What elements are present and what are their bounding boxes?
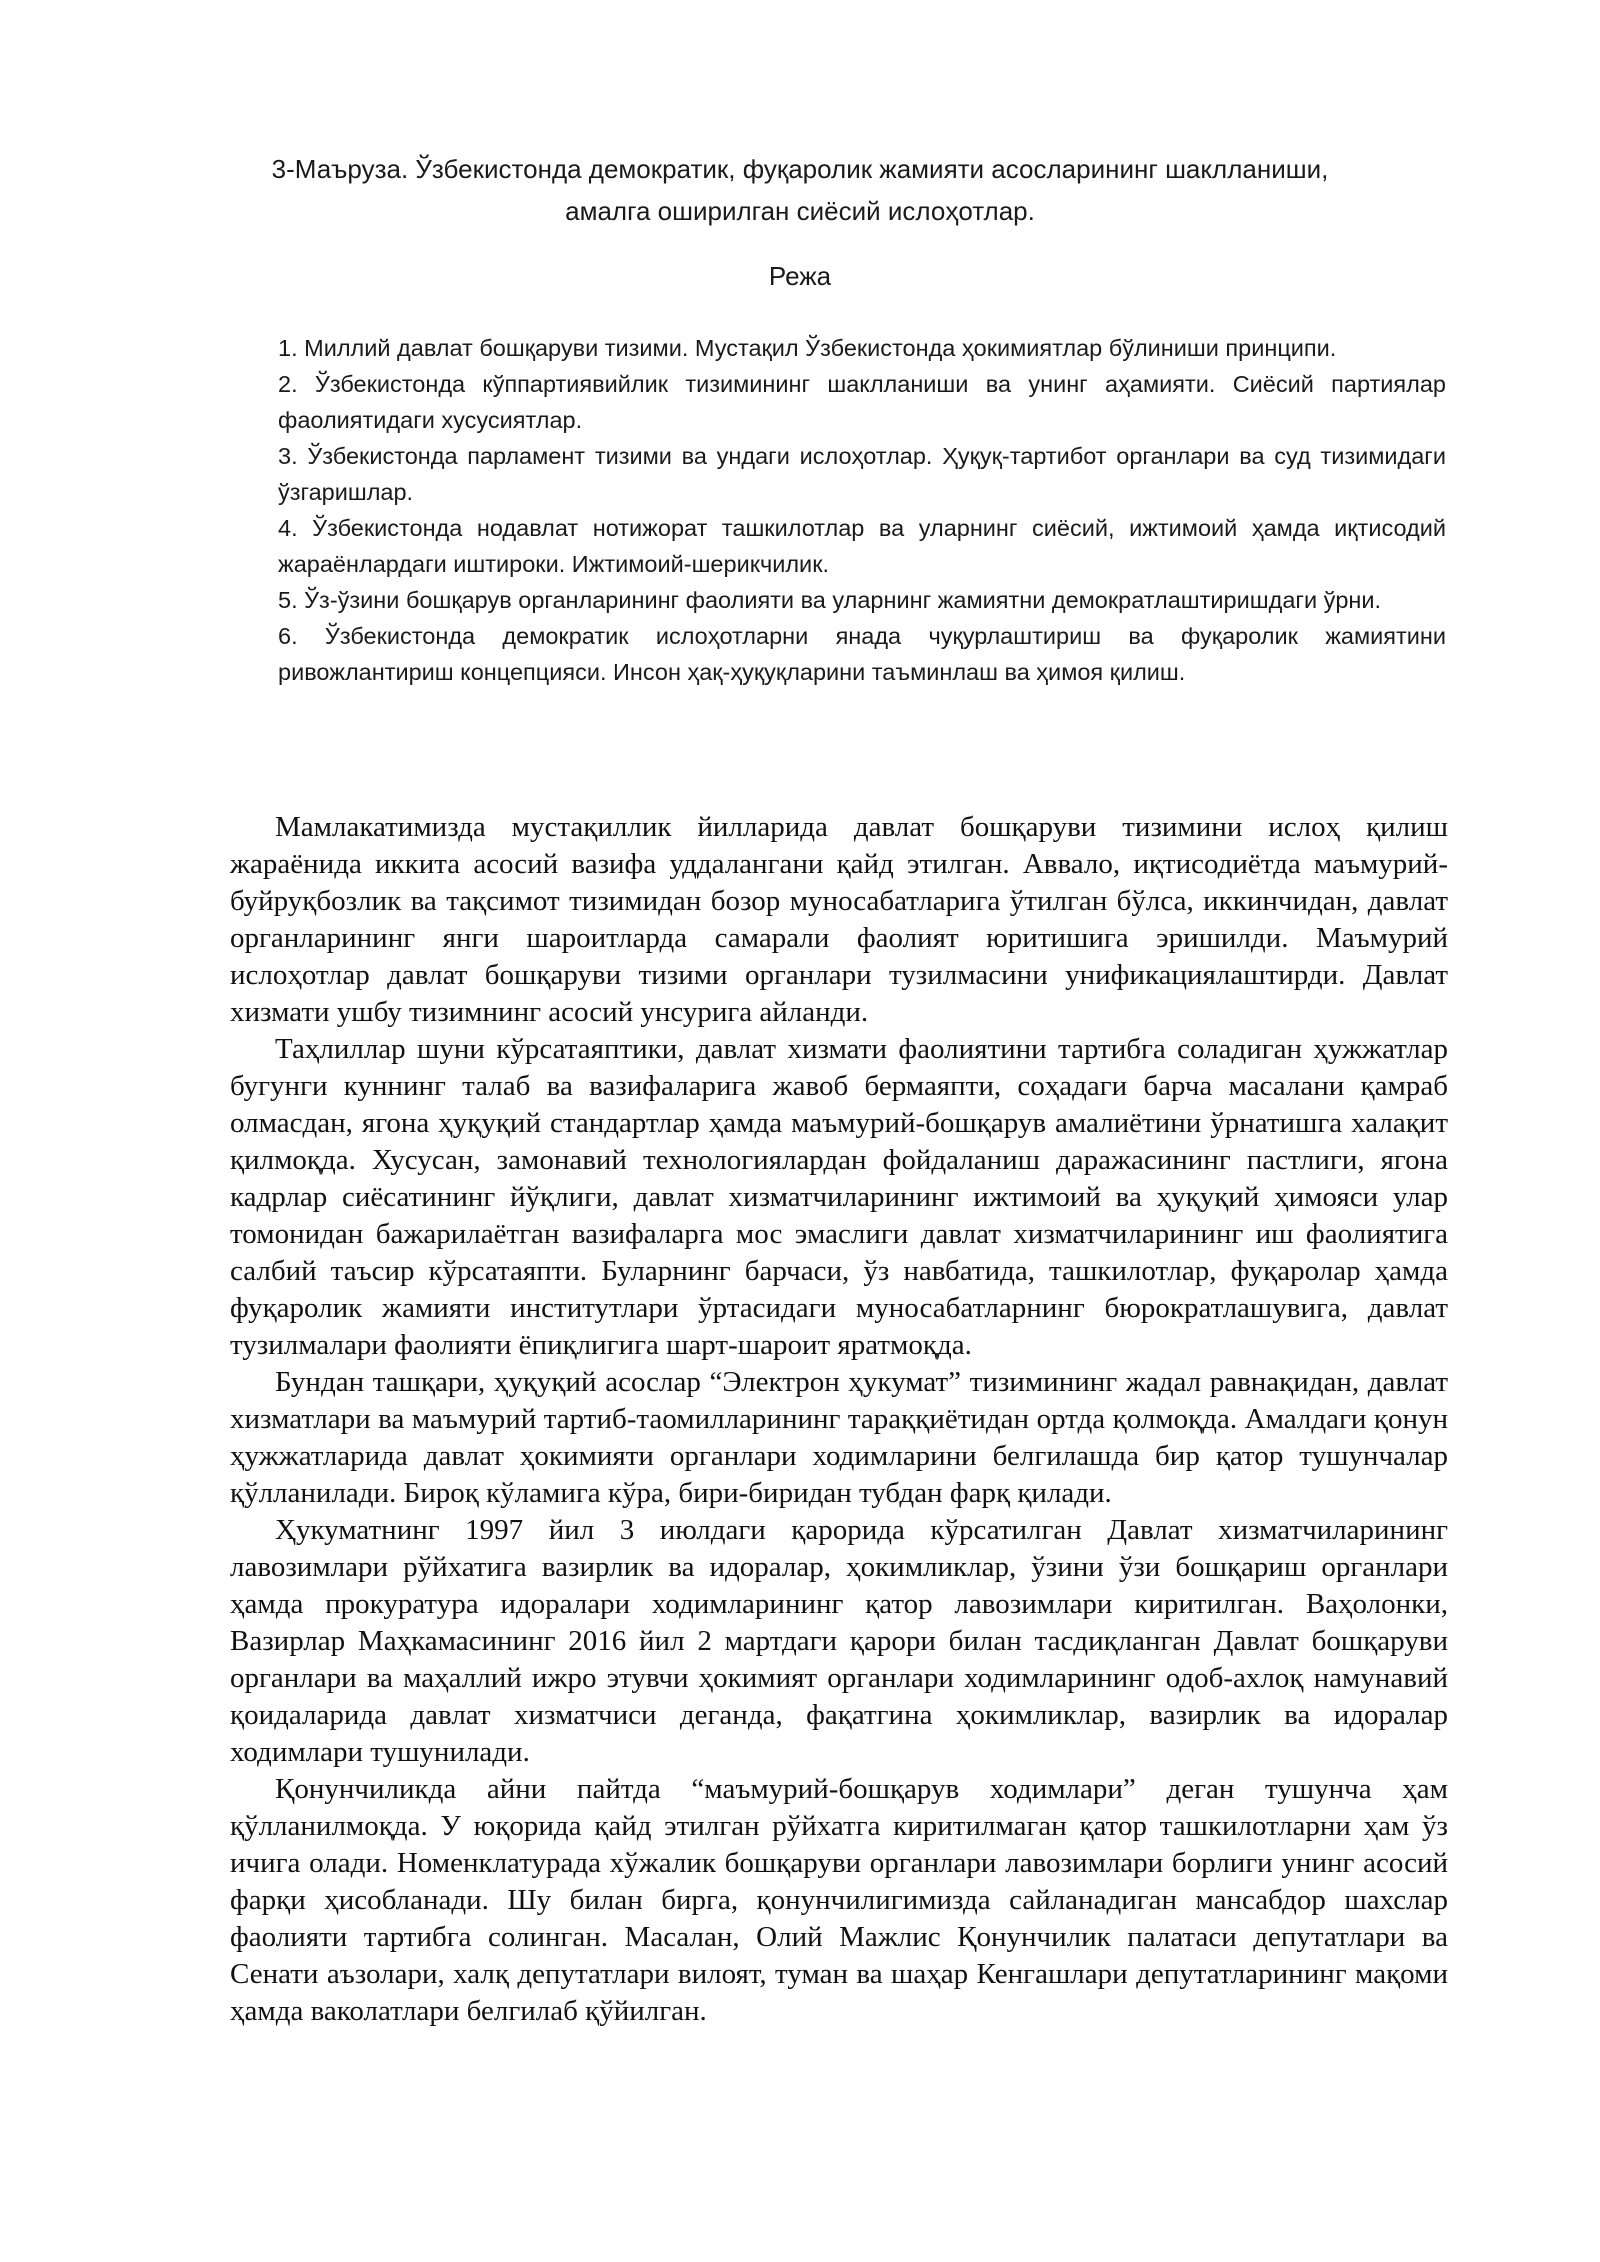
lecture-title: 3-Маъруза. Ўзбекистонда демократик, фуқаролик жамияти асосларининг шаклланиши, амалга оширилган сиёсий ислоҳотлар. — [271, 154, 1329, 226]
body-paragraph: Қонунчиликда айни пайтда “маъмурий-бошқарув ходимлари” деган тушунча ҳам қўлланилмоқда. У юқорида қайд этилган рўйхатга киритилмаган қатор ташкилотларни ҳам ўз ичига олади. Номенклатурада хўжалик бошқаруви органлари лавозимлари борлиги унинг асосий фарқи ҳисобланади. Шу билан бирга, қонунчилигимизда сайланадиган мансабдор шахслар фаолияти тартибга солинган. Масалан, Олий Мажлис Қонунчилик палатаси депутатлари ва Сенати аъзолари, халқ депутатлари вилоят, туман ва шаҳар Кенгашлари депутатларининг мақоми ҳамда ваколатлари белгилаб қўйилган. — [230, 1773, 1448, 2027]
plan-item: 1. Миллий давлат бошқаруви тизими. Мустақил Ўзбекистонда ҳокимиятлар бўлиниши принципи. — [278, 335, 1337, 361]
plan-item: 6. Ўзбекистонда демократик ислоҳотларни янада чуқурлаштириш ва фуқаролик жамиятини ривожлантириш концепцияси. Инсон ҳақ-ҳуқуқларини таъминлаш ва ҳимоя қилиш. — [278, 623, 1446, 685]
plan-item: 3. Ўзбекистонда парламент тизими ва ундаги ислоҳотлар. Ҳуқуқ-тартибот органлари ва суд тизимидаги ўзгаришлар. — [278, 443, 1446, 505]
body-text — [230, 809, 1448, 2030]
body-paragraph: Бундан ташқари, ҳуқуқий асослар “Электрон ҳукумат” тизимининг жадал равнақидан, давлат хизматлари ва маъмурий тартиб-таомилларининг тараққиётидан ортда қолмоқда. Амалдаги қонун ҳужжатларида давлат ҳокимияти органлари ходимларини белгилашда бир қатор тушунчалар қўлланилади. Бироқ кўламига кўра, бири-биридан тубдан фарқ қилади. — [230, 1366, 1448, 1509]
body-paragraph: Мамлакатимизда мустақиллик йилларида давлат бошқаруви тизимини ислоҳ қилиш жараёнида иккита асосий вазифа уддалангани қайд этилган. Аввало, иқтисодиётда маъмурий-буйруқбозлик ва тақсимот тизимидан бозор муносабатларига ўтилган бўлса, иккинчидан, давлат органларининг янги шароитларда самарали фаолият юритишига эришилди. Маъмурий ислоҳотлар давлат бошқаруви тизими органлари тузилмасини унификациялаштирди. Давлат хизмати ушбу тизимнинг асосий унсурига айланди. — [230, 811, 1448, 1028]
plan-item: 2. Ўзбекистонда кўппартиявийлик тизимининг шаклланиши ва унинг аҳамияти. Сиёсий партиялар фаолиятидаги хусусиятлар. — [278, 371, 1446, 433]
plan-item: 4. Ўзбекистонда нодавлат нотижорат ташкилотлар ва уларнинг сиёсий, ижтимоий ҳамда иқтисодий жараёнлардаги иштироки. Ижтимоий-шерикчилик. — [278, 515, 1446, 577]
body-paragraph: Ҳукуматнинг 1997 йил 3 июлдаги қарорида кўрсатилган Давлат хизматчиларининг лавозимлари рўйхатига вазирлик ва идоралар, ҳокимликлар, ўзини ўзи бошқариш органлари ҳамда прокуратура идоралари ходимларининг қатор лавозимлари киритилган. Ваҳолонки, Вазирлар Маҳкамасининг 2016 йил 2 мартдаги қарори билан тасдиқланган Давлат бошқаруви органлари ва маҳаллий ижро этувчи ҳокимият органлари ходимларининг одоб-ахлоқ намунавий қоидаларида давлат хизматчиси деганда, фақатгина ҳокимликлар, вазирлик ва идоралар ходимлари тушунилади. — [230, 1514, 1448, 1768]
body-paragraph: Таҳлиллар шуни кўрсатаяптики, давлат хизмати фаолиятини тартибга соладиган ҳужжатлар бугунги куннинг талаб ва вазифаларига жавоб бермаяпти, соҳадаги барча масалани қамраб олмасдан, ягона ҳуқуқий стандартлар ҳамда маъмурий-бошқарув амалиётини ўрнатишга халақит қилмоқда. Хусусан, замонавий технологиялардан фойдаланиш даражасининг пастлиги, ягона кадрлар сиёсатининг йўқлиги, давлат хизматчиларининг ижтимоий ва ҳуқуқий ҳимояси улар томонидан бажарилаётган вазифаларга мос эмаслиги давлат хизматчиларининг иш фаолиятига салбий таъсир кўрсатаяпти. Буларнинг барчаси, ўз навбатида, ташкилотлар, фуқаролар ҳамда фуқаролик жамияти институтлари ўртасидаги муносабатларнинг бюрократлашувига, давлат тузилмалари фаолияти ёпиқлигига шарт-шароит яратмоқда. — [230, 1033, 1448, 1361]
plan-list — [278, 330, 1446, 690]
plan-item: 5. Ўз-ўзини бошқарув органларининг фаолияти ва уларнинг жамиятни демократлаштиришдаги ўрни. — [278, 587, 1382, 613]
plan-heading: Режа — [768, 261, 832, 291]
